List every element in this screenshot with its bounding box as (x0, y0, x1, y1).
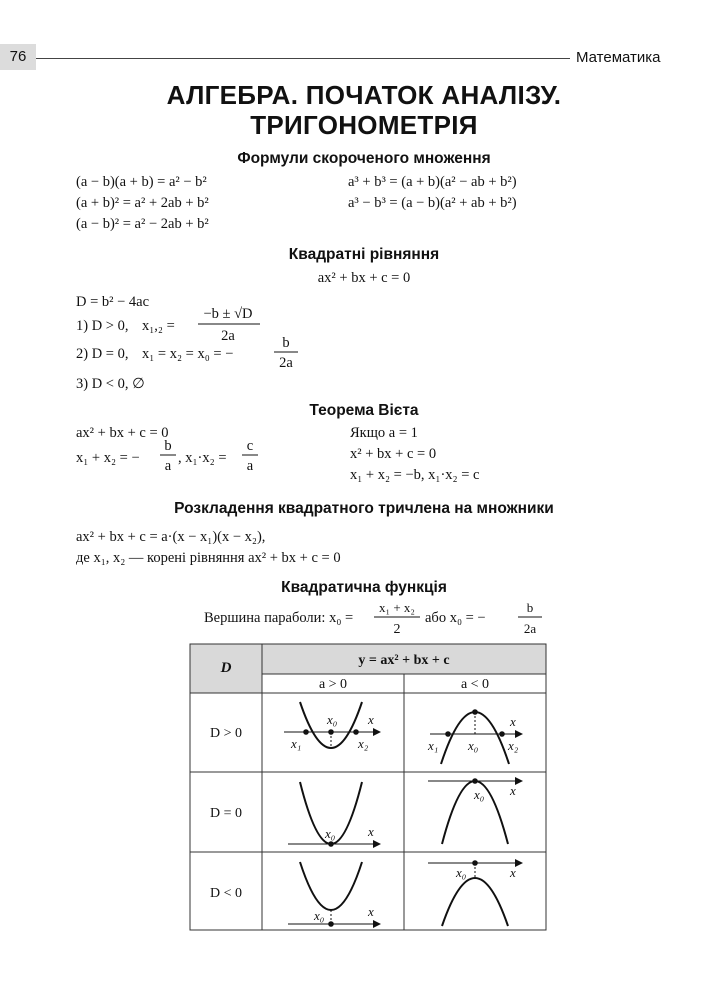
section-heading-short-mult: Формули скороченого множення (237, 150, 491, 167)
svg-text:x₁ + x₂: x₁ + x₂ (379, 600, 415, 615)
svg-text:b: b (164, 438, 172, 454)
table-func-header: y = ax² + bx + c (358, 653, 450, 668)
svg-text:, x₁·x₂ =: , x₁·x₂ = (178, 450, 227, 466)
svg-text:c: c (246, 438, 254, 454)
svg-text:x: x (368, 712, 374, 727)
formula-square-diff: (a − b)² = a² − 2ab + b² (76, 216, 209, 232)
svg-text:1) D > 0,: 1) D > 0, (76, 318, 129, 334)
graph-dzero-apos (288, 782, 380, 847)
case3-formula: 3) D < 0, ∅ (76, 376, 145, 392)
svg-text:x₂: x₂ (508, 738, 519, 753)
svg-text:−b ± √D: −b ± √D (203, 306, 253, 322)
svg-text:Вершина параболи: x₀ =: Вершина параболи: x₀ = (204, 610, 354, 626)
vieta-reduced-formulas: x₁ + x₂ = −b, x₁·x₂ = c (350, 467, 480, 483)
table-sub-a-neg: a < 0 (460, 677, 490, 692)
page-number: 76 (0, 44, 36, 70)
table-row-d-neg: D < 0 (209, 886, 243, 901)
svg-text:x₁ + x₂ = −: x₁ + x₂ = − (76, 450, 140, 466)
svg-text:x: x (368, 904, 374, 919)
svg-text:a: a (246, 458, 254, 474)
formula-diff-cubes: a³ − b³ = (a − b)(a² + ab + b²) (348, 195, 517, 211)
quadratic-equation: ax² + bx + c = 0 (317, 270, 411, 286)
graph-dzero-aneg (428, 778, 522, 844)
svg-text:x: x (368, 824, 374, 839)
table-row-d-pos: D > 0 (209, 726, 243, 741)
svg-text:2a: 2a (523, 621, 537, 636)
graph-dpos-aneg (427, 709, 522, 764)
vieta-equation: ax² + bx + c = 0 (76, 425, 169, 441)
page-title-line2: ТРИГОНОМЕТРІЯ (250, 110, 478, 140)
svg-text:або x₀ = −: або x₀ = − (425, 610, 486, 626)
svg-text:x₁: x₁ (428, 738, 439, 753)
table-row-d-zero: D = 0 (209, 806, 243, 821)
svg-text:x₀: x₀ (314, 908, 325, 923)
factoring-formula: ax² + bx + c = a·(x − x₁)(x − x₂), (76, 529, 266, 545)
svg-text:x₀: x₀ (474, 787, 485, 802)
formula-diff-squares: (a − b)(a + b) = a² − b² (76, 174, 207, 190)
svg-text:x₂: x₂ (358, 736, 369, 751)
svg-text:x: x (510, 783, 516, 798)
svg-text:x₁ = x₂ = x₀ = −: x₁ = x₂ = x₀ = − (142, 346, 234, 362)
header-subject: Математика (576, 49, 661, 66)
svg-text:b: b (282, 335, 290, 351)
svg-text:x₁: x₁ (291, 736, 302, 751)
svg-text:x₀: x₀ (456, 865, 467, 880)
vieta-if-a1: Якщо a = 1 (350, 425, 418, 441)
graph-dneg-aneg (428, 860, 522, 926)
svg-text:x₁,₂ =: x₁,₂ = (142, 318, 175, 334)
svg-text:2) D = 0,: 2) D = 0, (76, 346, 129, 362)
section-heading-quad-func: Квадратична функція (281, 579, 447, 596)
svg-text:b: b (526, 600, 534, 615)
svg-text:a: a (164, 458, 172, 474)
section-heading-quadratic: Квадратні рівняння (288, 246, 440, 263)
factoring-note: де x₁, x₂ — корені рівняння ax² + bx + c = 0 (76, 550, 341, 566)
svg-text:x₀: x₀ (325, 826, 336, 841)
svg-text:2a: 2a (221, 328, 235, 344)
svg-text:x₀: x₀ (468, 738, 479, 753)
table-col-d: D (220, 660, 232, 676)
table-sub-a-pos: a > 0 (318, 677, 348, 692)
formula-square-sum: (a + b)² = a² + 2ab + b² (76, 195, 209, 211)
svg-text:2: 2 (393, 622, 401, 637)
svg-text:x: x (510, 714, 516, 729)
formula-sum-cubes: a³ + b³ = (a + b)(a² − ab + b²) (348, 174, 517, 190)
discriminant-formula: D = b² − 4ac (76, 294, 150, 310)
graph-dpos-apos (284, 702, 380, 751)
page-title-line1: АЛГЕБРА. ПОЧАТОК АНАЛІЗУ. (166, 80, 562, 110)
graph-dneg-apos (288, 862, 380, 927)
section-heading-vieta: Теорема Вієта (309, 402, 419, 419)
svg-text:x: x (510, 865, 516, 880)
section-heading-factoring: Розкладення квадратного тричлена на множники (174, 500, 554, 517)
svg-text:x₀: x₀ (327, 712, 338, 727)
svg-text:2a: 2a (279, 355, 293, 371)
vieta-reduced-equation: x² + bx + c = 0 (350, 446, 437, 462)
